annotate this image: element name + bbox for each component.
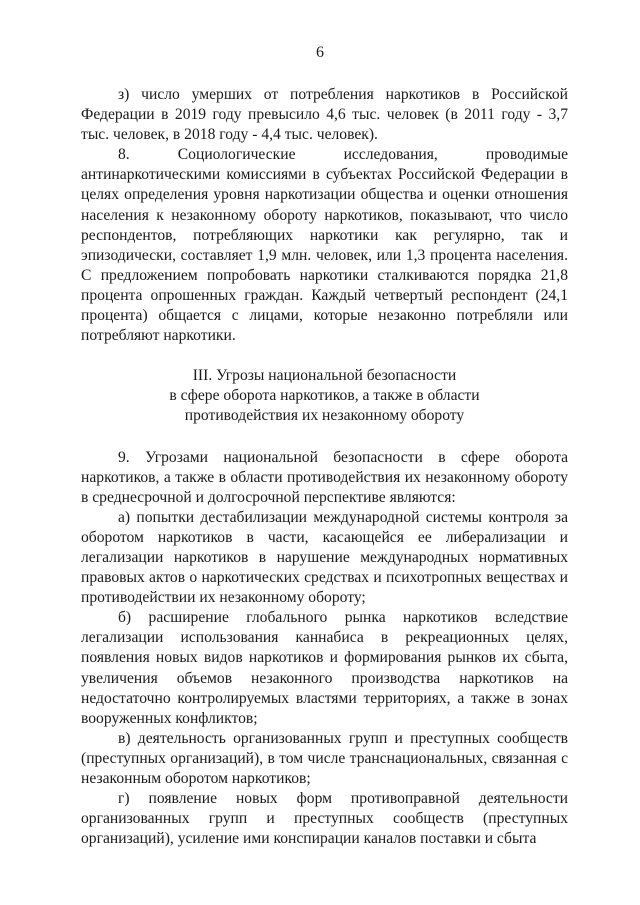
- document-body: [81, 85, 568, 849]
- section-heading-line-3: противодействия их незаконному обороту: [184, 407, 465, 425]
- paragraph-9a: а) попытки дестабилизации международной системы контроля за оборотом наркотиков в части, касающейся ее либерализации и легализации наркотиков в нарушение международных нормативных правовых актов о наркотических средствах и психотропных веществах и противодействии их незаконному обороту;: [81, 508, 568, 607]
- paragraph-9b: б) расширение глобального рынка наркотиков вследствие легализации использования каннабиса в рекреационных целях, появления новых видов наркотиков и формирования рынков их сбыта, увеличения объемов незаконного производства наркотиков на недостаточно контролируемых властями территориях, а также в зонах вооруженных конфликтов;: [81, 609, 568, 727]
- section-heading: [81, 366, 568, 426]
- paragraph-9g: г) появление новых форм противоправной деятельности организованных групп и преступных сообществ (преступных организаций), усиление ими конспирации каналов поставки и сбыта: [81, 790, 568, 848]
- paragraph-8: 8. Социологические исследования, проводимые антинаркотическими комиссиями в субъектах Российской Федерации в целях определения уровня наркотизации общества и оценки отношения населения к незаконному обороту наркотиков, показывают, что число респондентов, потребляющих наркотики как регулярно, так и эпизодически, составляет 1,9 млн. человек, или 1,3 процента населения. С предложением попробовать наркотики сталкиваются порядка 21,8 процента опрошенных граждан. Каждый четвертый респондент (24,1 процента) общается с лицами, которые незаконно потребляли или потребляют наркотики.: [81, 146, 568, 345]
- paragraph-9v: в) деятельность организованных групп и преступных сообществ (преступных организаций), в том числе транснациональных, связанная с незаконным оборотом наркотиков;: [81, 729, 568, 787]
- paragraph-3z: з) число умерших от потребления наркотиков в Российской Федерации в 2019 году превысило 4,6 тыс. человек (в 2011 году - 3,7 тыс. человек, в 2018 году - 4,4 тыс. человек).: [81, 86, 568, 144]
- section-heading-line-1: III. Угрозы национальной безопасности: [192, 367, 457, 385]
- page-number: 6: [316, 44, 324, 61]
- section-heading-line-2: в сфере оборота наркотиков, а также в области: [169, 387, 480, 405]
- paragraph-9: 9. Угрозами национальной безопасности в сфере оборота наркотиков, а также в области противодействия их незаконному обороту в среднесрочной и долгосрочной перспективе являются:: [81, 448, 568, 506]
